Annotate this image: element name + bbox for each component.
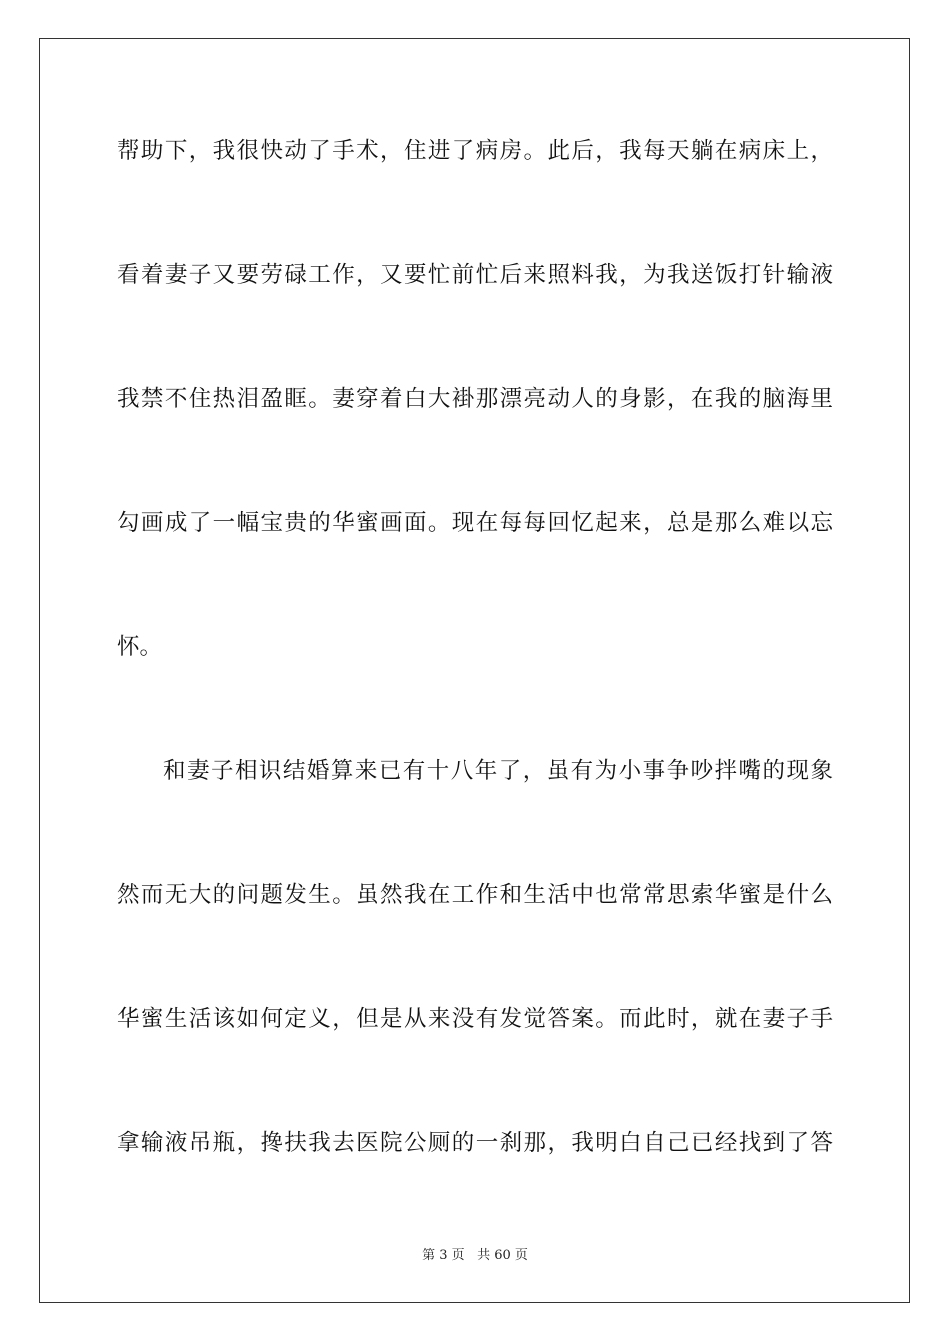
paragraph-line-2: 看着妻子又要劳碌工作，又要忙前忙后来照料我，为我送饭打针输液 bbox=[117, 262, 833, 288]
paragraph-line-5: 怀。 bbox=[117, 634, 163, 660]
paragraph-line-1: 帮助下，我很快动了手术，住进了病房。此后，我每天躺在病床上， bbox=[117, 138, 833, 164]
page-footer bbox=[0, 1247, 950, 1265]
paragraph-line-3: 我禁不住热泪盈眶。妻穿着白大褂那漂亮动人的身影，在我的脑海里 bbox=[117, 386, 833, 412]
paragraph-line-8: 华蜜生活该如何定义，但是从来没有发觉答案。而此时，就在妻子手 bbox=[117, 1006, 833, 1032]
page-total: 共 60 页 bbox=[477, 1248, 528, 1263]
paragraph-line-9: 拿输液吊瓶，搀扶我去医院公厕的一刹那，我明白自己已经找到了答 bbox=[117, 1130, 833, 1156]
page-border bbox=[39, 38, 910, 1303]
paragraph-line-7: 然而无大的问题发生。虽然我在工作和生活中也常常思索华蜜是什么 bbox=[117, 882, 833, 908]
paragraph-line-6: 和妻子相识结婚算来已有十八年了，虽有为小事争吵拌嘴的现象 bbox=[163, 758, 833, 784]
page-number: 第 3 页 bbox=[422, 1248, 465, 1263]
paragraph-line-4: 勾画成了一幅宝贵的华蜜画面。现在每每回忆起来，总是那么难以忘 bbox=[117, 510, 833, 536]
